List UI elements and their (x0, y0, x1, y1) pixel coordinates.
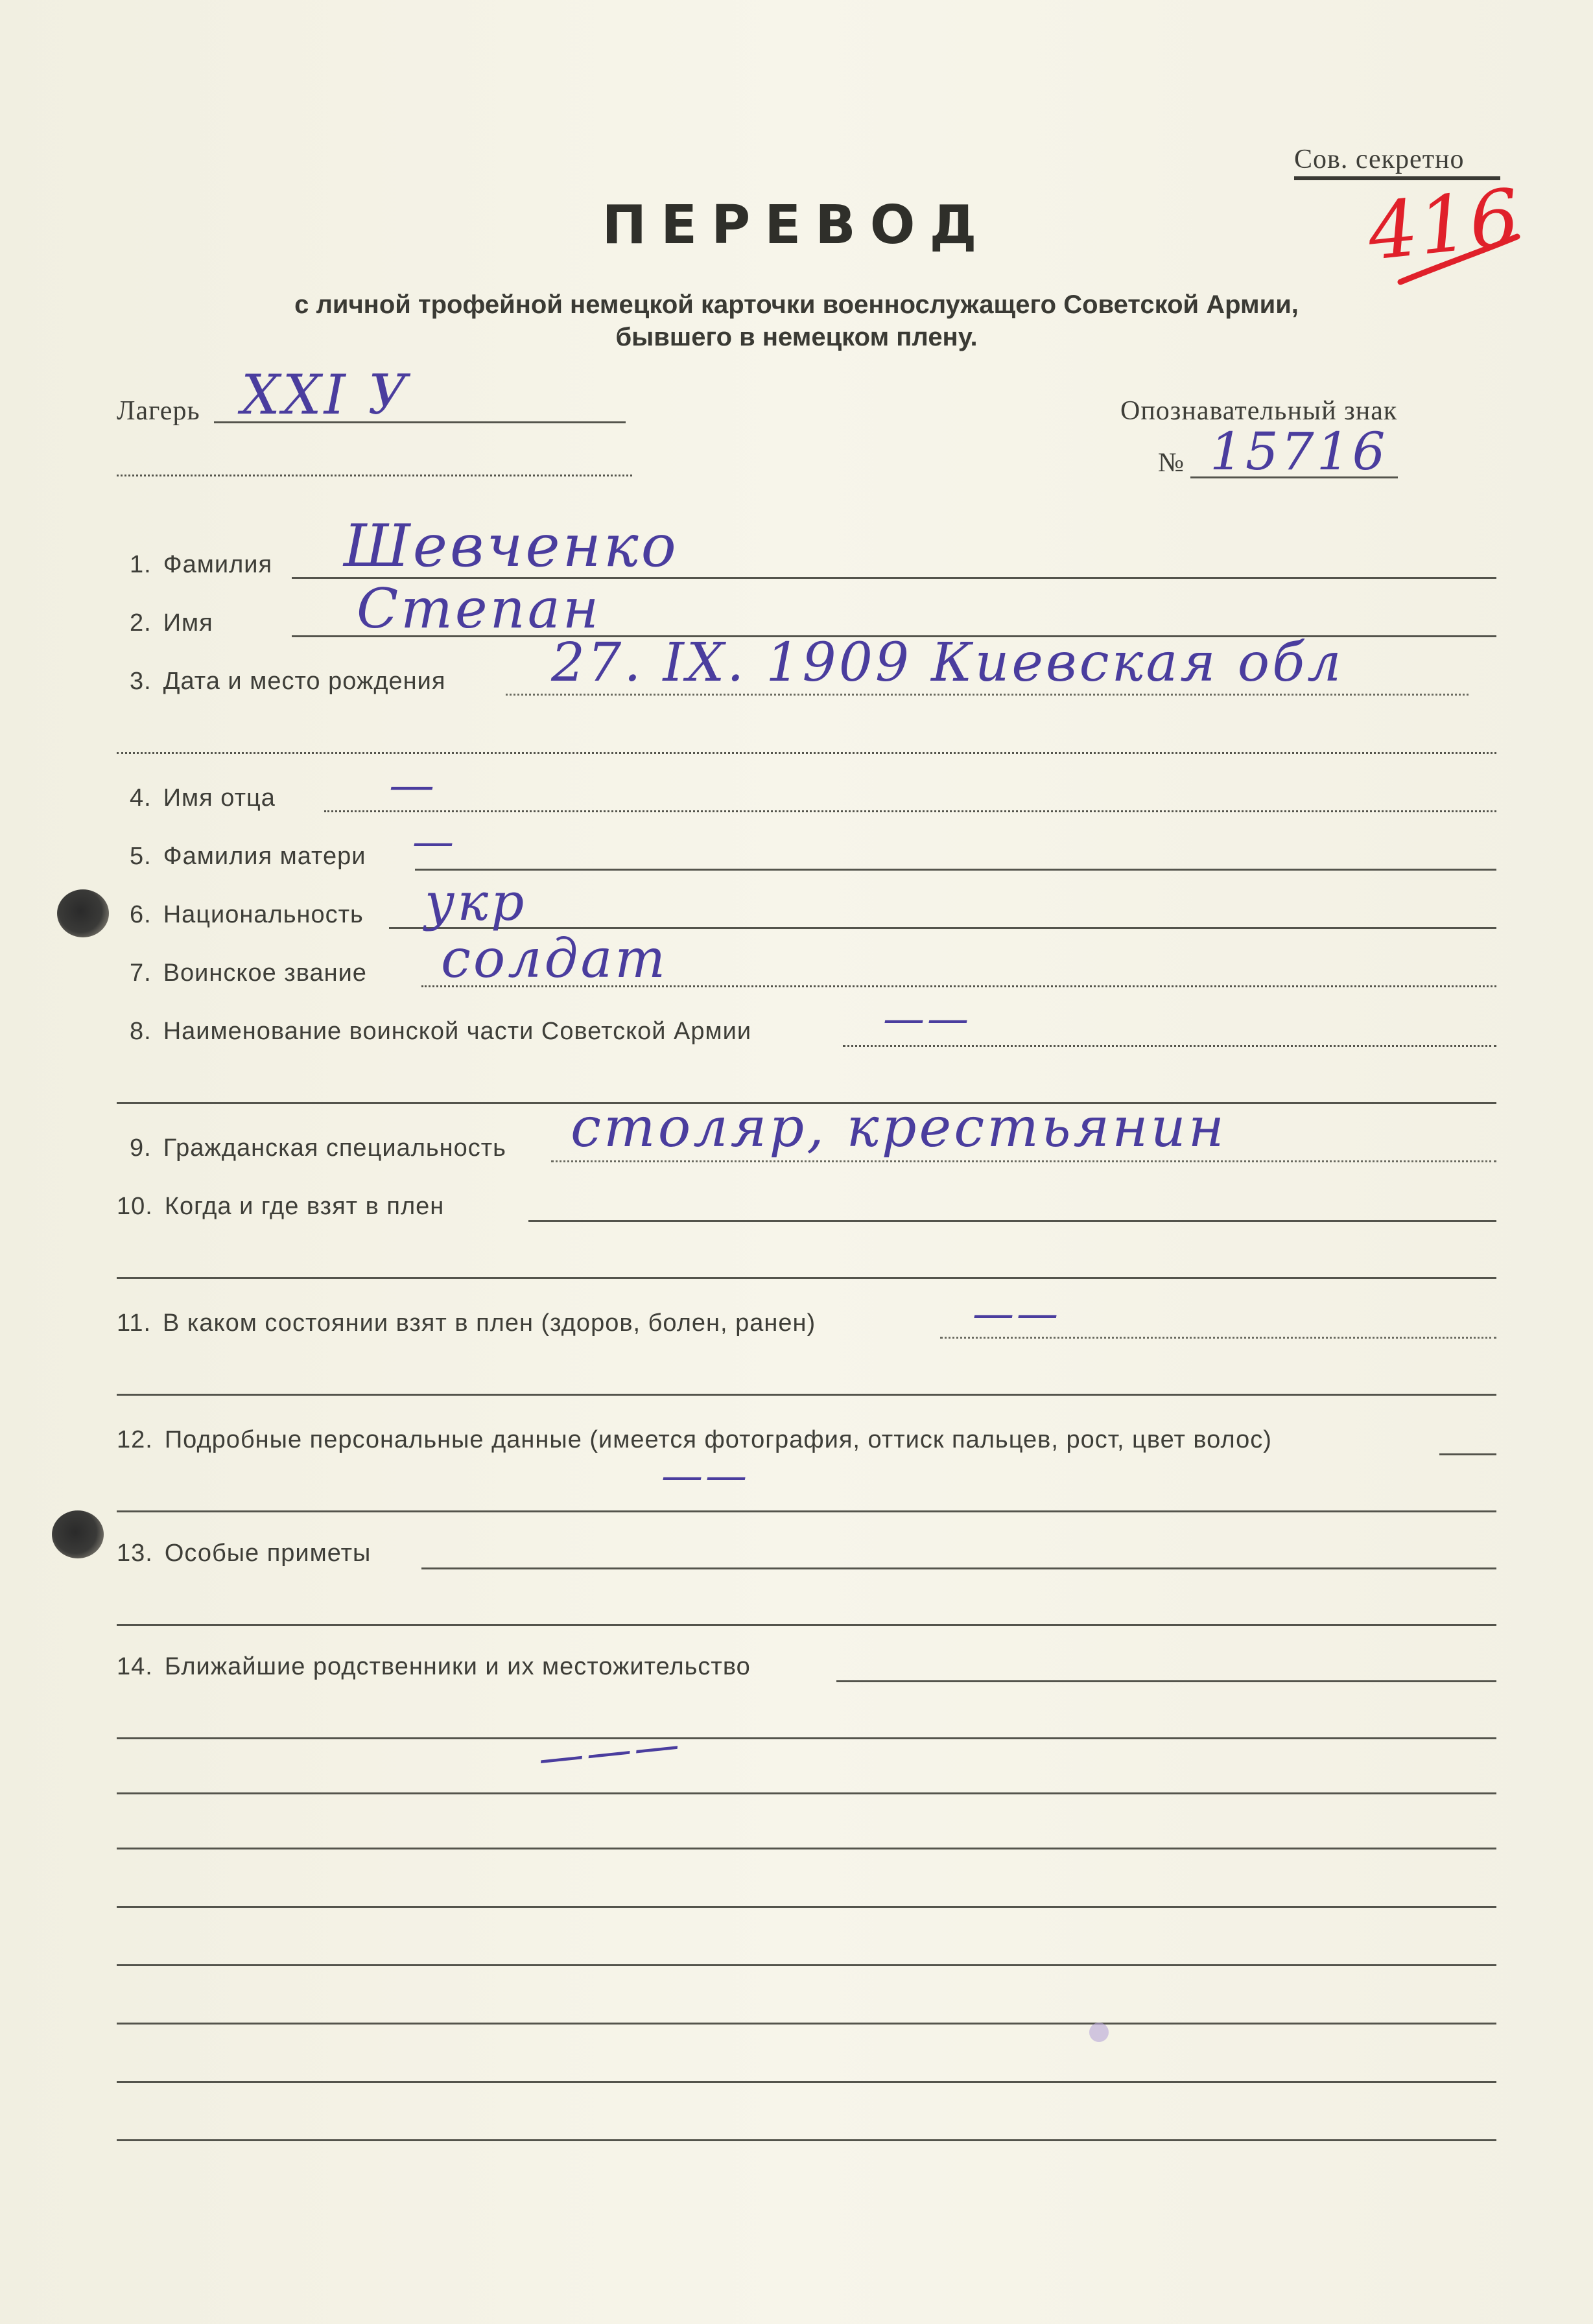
classification-label: Сов. секретно (1294, 145, 1465, 174)
field-number: 12. (117, 1426, 153, 1453)
field-condition-line-2 (117, 1394, 1496, 1396)
field-number: 8. (130, 1018, 152, 1045)
field-label: Имя (163, 609, 213, 637)
field-number: 6. (130, 901, 152, 928)
field-label: Дата и место рождения (163, 668, 446, 695)
punch-hole-bottom (52, 1510, 104, 1558)
document-title: ПЕРЕВОД (602, 194, 991, 256)
field-nationality-value: укр (425, 872, 527, 932)
field-rank-value: солдат (441, 928, 668, 990)
field-number: 1. (130, 551, 152, 578)
field-personal-data-line (1439, 1453, 1496, 1455)
field-captured-line-2 (117, 1277, 1496, 1279)
field-mother-value: — (412, 818, 456, 866)
document-subtitle-line2: бывшего в немецком плену. (615, 323, 978, 351)
field-number: 14. (117, 1653, 153, 1680)
ink-mark (1089, 2023, 1109, 2042)
field-label: Имя отца (163, 784, 276, 812)
id-sign-label: Опознавательный знак (1120, 396, 1398, 426)
field-number: 13. (117, 1540, 153, 1567)
red-registration-number: 416 (1363, 172, 1525, 278)
field-personal-data-label (117, 1426, 1272, 1454)
field-captured-line (528, 1220, 1496, 1222)
blank-line-3 (117, 1964, 1496, 1966)
field-number: 7. (130, 959, 152, 987)
field-birth-label (130, 668, 445, 696)
field-surname-label (130, 551, 272, 579)
field-relatives-line (836, 1680, 1496, 1682)
field-unit-label (130, 1018, 751, 1046)
field-profession-value: столяр, крестьянин (571, 1096, 1227, 1159)
document-subtitle-line1: с личной трофейной немецкой карточки военнослужащего Советской Армии, (294, 290, 1299, 319)
field-label: Национальность (163, 901, 364, 928)
field-number: 3. (130, 668, 152, 695)
camp-value: XXI У (241, 363, 410, 427)
field-name-value: Степан (357, 577, 602, 640)
field-number: 9. (130, 1134, 152, 1162)
field-father-label (130, 784, 276, 812)
blank-line-5 (117, 2081, 1496, 2083)
field-relatives-line-2 (117, 1737, 1496, 1739)
camp-line-2 (117, 475, 632, 476)
field-unit-line (843, 1045, 1496, 1047)
field-label: Воинское звание (163, 959, 367, 987)
field-relatives-label (117, 1653, 751, 1681)
field-label: В каком состоянии взят в плен (здоров, болен, ранен) (163, 1309, 816, 1337)
field-mother-label (130, 843, 366, 871)
field-rank-label (130, 959, 367, 987)
field-name-label (130, 609, 213, 637)
field-features-label (117, 1540, 371, 1567)
field-profession-label (130, 1134, 506, 1162)
field-relatives-value: ——— (536, 1717, 685, 1785)
field-label: Наименование воинской части Советской Армии (163, 1018, 752, 1045)
field-condition-value: —— (973, 1290, 1061, 1338)
field-father-line (324, 810, 1496, 812)
field-birth-line (506, 694, 1469, 696)
field-features-line (421, 1567, 1496, 1569)
field-label: Фамилия матери (163, 843, 366, 870)
field-unit-value: —— (883, 995, 971, 1043)
field-nationality-label (130, 901, 364, 929)
field-number: 11. (117, 1309, 152, 1337)
field-label: Подробные персональные данные (имеется фотография, оттиск пальцев, рост, цвет волос) (164, 1426, 1272, 1453)
field-personal-data-value: —— (661, 1452, 749, 1500)
field-number: 5. (130, 843, 152, 870)
field-birth-line-2 (117, 752, 1496, 754)
blank-line-4 (117, 2023, 1496, 2025)
field-label: Фамилия (163, 551, 273, 578)
field-surname-value: Шевченко (344, 512, 679, 580)
blank-line-1 (117, 1848, 1496, 1849)
field-number: 4. (130, 784, 152, 812)
punch-hole-top (57, 889, 109, 937)
field-captured-label (117, 1193, 444, 1221)
blank-line-6 (117, 2139, 1496, 2141)
field-features-line-2 (117, 1624, 1496, 1626)
field-label: Особые приметы (164, 1540, 372, 1567)
field-relatives-line-3 (117, 1792, 1496, 1794)
id-sign-value: 15716 (1210, 421, 1388, 482)
field-number: 10. (117, 1193, 153, 1220)
field-personal-data-line-2 (117, 1510, 1496, 1512)
field-label: Ближайшие родственники и их местожительство (164, 1653, 751, 1680)
id-sign-number-label: № (1158, 448, 1185, 478)
field-profession-line (551, 1160, 1496, 1162)
field-birth-value: 27. IX. 1909 Киевская обл (551, 632, 1344, 694)
field-label: Когда и где взят в плен (164, 1193, 445, 1220)
field-mother-line (415, 869, 1496, 871)
field-father-value: — (389, 758, 437, 812)
camp-label: Лагерь (117, 396, 200, 426)
blank-line-2 (117, 1906, 1496, 1908)
field-condition-label (117, 1309, 816, 1337)
field-label: Гражданская специальность (163, 1134, 506, 1162)
field-number: 2. (130, 609, 152, 637)
